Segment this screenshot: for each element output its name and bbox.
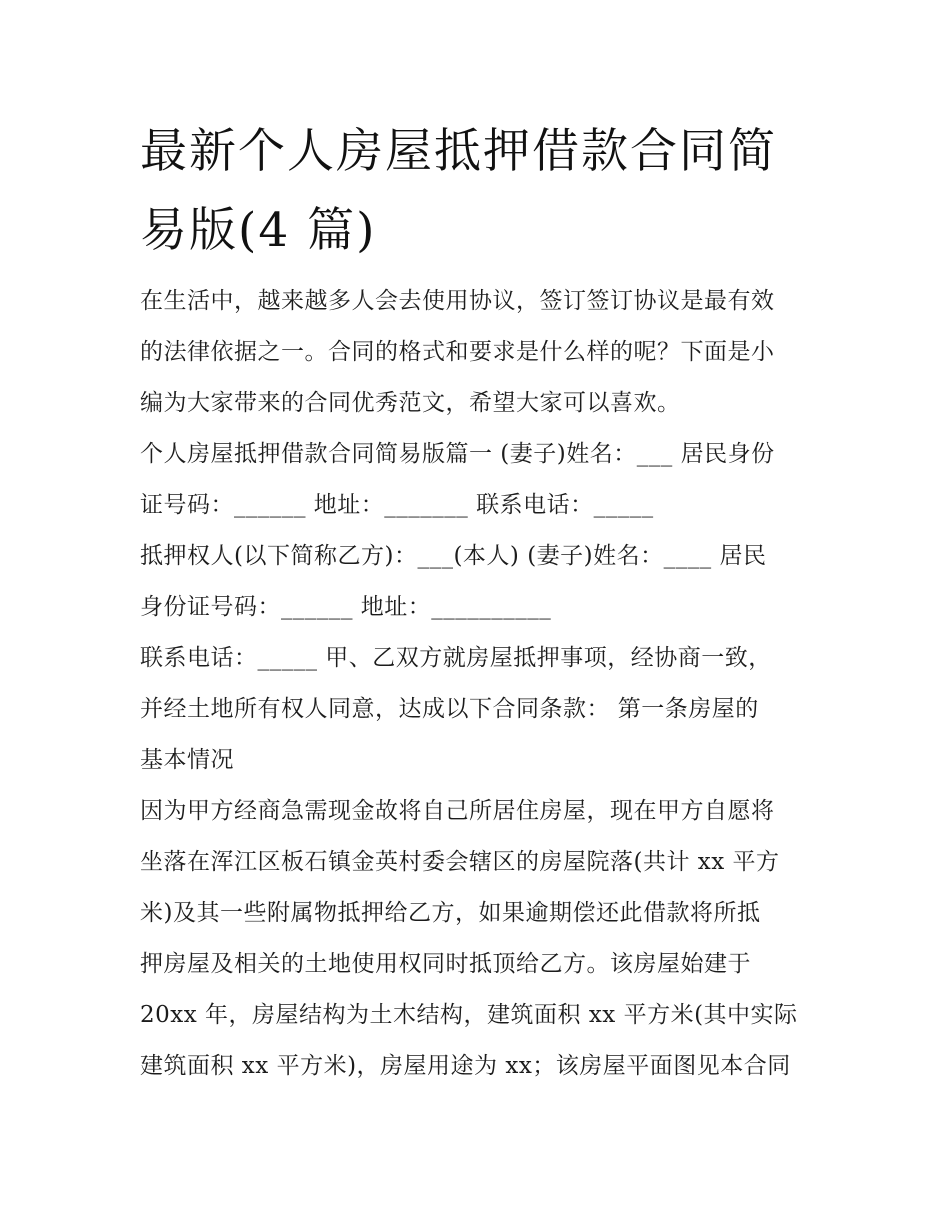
document-title: [140, 112, 820, 270]
party-a-paragraph: [140, 429, 820, 531]
text-line: 因为甲方经商急需现金故将自己所居住房屋，现在甲方自愿将: [140, 798, 775, 824]
text-line: 身份证号码：______ 地址：__________: [140, 594, 552, 620]
text-line: 的法律依据之一。合同的格式和要求是什么样的呢？下面是小: [140, 339, 775, 365]
agreement-paragraph: [140, 633, 820, 786]
text-line: 坐落在浑江区板石镇金英村委会辖区的房屋院落(共计 xx 平方: [140, 849, 780, 875]
intro-paragraph: [140, 276, 820, 429]
text-line: 编为大家带来的合同优秀范文，希望大家可以喜欢。: [140, 390, 681, 416]
text-line: 建筑面积 xx 平方米)，房屋用途为 xx；该房屋平面图见本合同: [140, 1053, 791, 1079]
text-line: 基本情况: [140, 747, 234, 773]
party-b-paragraph: [140, 531, 820, 633]
text-line: 联系电话：_____ 甲、乙双方就房屋抵押事项，经协商一致，: [140, 645, 772, 671]
text-line: 在生活中，越来越多人会去使用协议，签订签订协议是最有效: [140, 288, 775, 314]
title-line: 最新个人房屋抵押借款合同简: [140, 124, 777, 179]
property-paragraph: [140, 786, 820, 1092]
text-line: 个人房屋抵押借款合同简易版篇一 (妻子)姓名：___ 居民身份: [140, 441, 775, 467]
document-body: [140, 276, 820, 1092]
text-line: 证号码：______ 地址：_______ 联系电话：_____: [140, 492, 654, 518]
title-line: 易版(4 篇): [140, 203, 377, 258]
text-line: 押房屋及相关的土地使用权同时抵顶给乙方。该房屋始建于: [140, 951, 751, 977]
text-line: 20xx 年，房屋结构为土木结构，建筑面积 xx 平方米(其中实际: [140, 1002, 798, 1028]
text-line: 抵押权人(以下简称乙方)：___(本人) (妻子)姓名：____ 居民: [140, 543, 767, 569]
text-line: 并经土地所有权人同意，达成以下合同条款： 第一条房屋的: [140, 696, 759, 722]
text-line: 米)及其一些附属物抵押给乙方，如果逾期偿还此借款将所抵: [140, 900, 761, 926]
